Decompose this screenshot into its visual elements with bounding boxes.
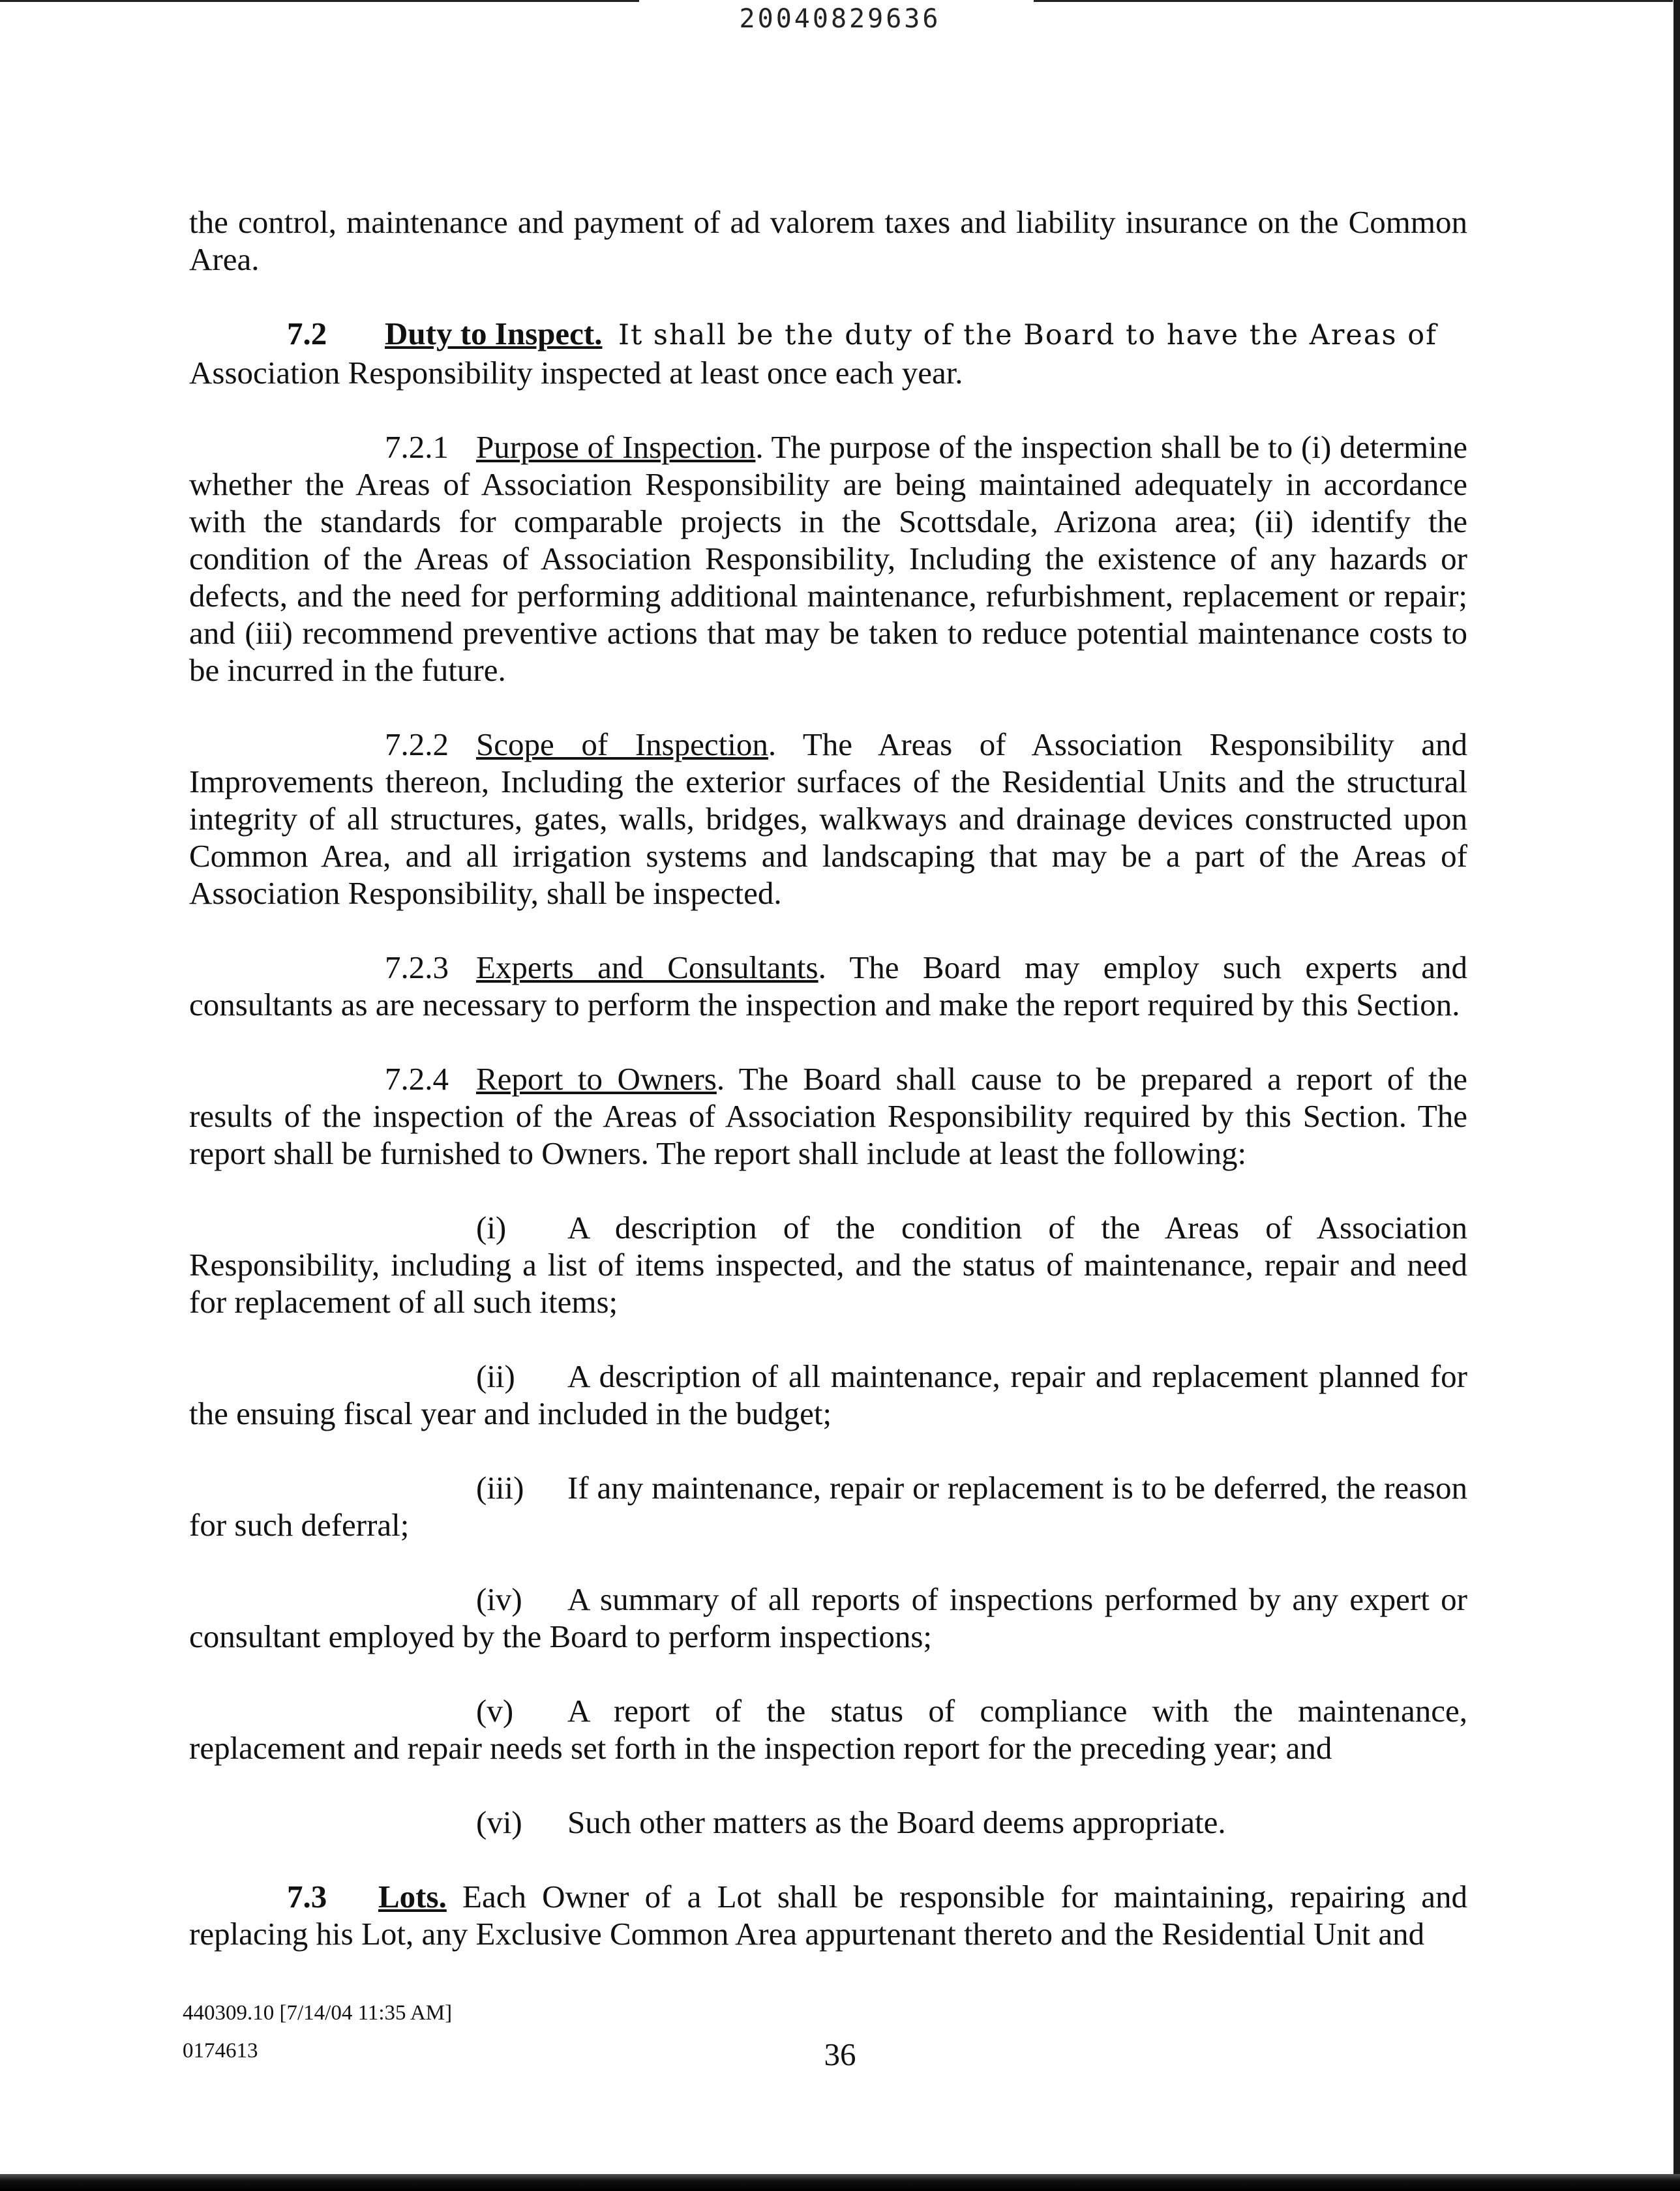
scan-top-rule-right: [1034, 0, 1673, 2]
section-text-continued: Association Responsibility inspected at least once each year.: [189, 355, 963, 391]
subsection-number: 7.2.3: [385, 949, 449, 985]
section-heading: Duty to Inspect.: [385, 316, 603, 351]
item-number: (i): [476, 1210, 507, 1245]
section-7-2-1: [189, 428, 1467, 689]
subsection-number: 7.2.1: [385, 429, 449, 465]
section-number: 7.3: [287, 1879, 327, 1915]
item-number: (v): [476, 1693, 514, 1729]
scan-edge-right: [1673, 0, 1680, 2191]
item-text: Such other matters as the Board deems appropriate.: [567, 1804, 1226, 1840]
subsection-text: . The Board shall cause to be prepared a report of the results of the inspection of the Areas of Association Responsibility required by this Section. The report shall be furnished to Owners. The report shall include at least the following:: [189, 1061, 1467, 1171]
subsection-text: . The Board may employ such experts and consultants as are necessary to perform the inspection and make the report required by this Section.: [189, 949, 1467, 1022]
section-7-2-4: [189, 1060, 1467, 1172]
item-text: A summary of all reports of inspections performed by any expert or consultant employed by the Board to perform inspections;: [189, 1581, 1467, 1654]
section-text: Each Owner of a Lot shall be responsible for maintaining, repairing and replacing his Lot, any Exclusive Common Area appurtenant thereto and the Residential Unit and: [189, 1879, 1467, 1952]
item-number: (iii): [476, 1470, 524, 1506]
document-number: 20040829636: [739, 4, 941, 34]
subsection-text: . The Areas of Association Responsibility and Improvements thereon, Including the exterior surfaces of the Residential Units and the structural integrity of all structures, gates, walls, bridges, walkways and drainage devices constructed upon Common Area, and all irrigation systems and landscaping that may be a part of the Areas of Association Responsibility, shall be inspected.: [189, 726, 1467, 911]
section-7-2-2: [189, 726, 1467, 912]
report-item-iv: [189, 1581, 1467, 1655]
item-text: A description of the condition of the Areas of Association Responsibility, including a list of items inspected, and the status of maintenance, repair and need for replacement of all such items;: [189, 1210, 1467, 1320]
item-number: (vi): [476, 1804, 522, 1840]
subsection-text: . The purpose of the inspection shall be to (i) determine whether the Areas of Association Responsibility are being maintained adequately in accordance with the standards for comparable projects in the Scottsdale, Arizona area; (ii) identify the condition of the Areas of Association Responsibility, Including the existence of any hazards or defects, and the need for performing additional maintenance, refurbishment, replacement or repair; and (iii) recommend preventive actions that may be taken to reduce potential maintenance costs to be incurred in the future.: [189, 429, 1467, 688]
item-number: (ii): [476, 1358, 515, 1394]
scan-top-rule-left: [0, 0, 639, 2]
subsection-heading: Experts and Consultants: [476, 949, 818, 985]
item-text: A description of all maintenance, repair and replacement planned for the ensuing fiscal year and included in the budget;: [189, 1358, 1467, 1431]
page-body: [189, 203, 1467, 1952]
subsection-number: 7.2.4: [385, 1061, 449, 1097]
report-item-iii: [189, 1469, 1467, 1543]
item-text: A report of the status of compliance with the maintenance, replacement and repair needs set forth in the inspection report for the preceding year; and: [189, 1693, 1467, 1766]
footer-doc-ref: 440309.10 [7/14/04 11:35 AM]: [183, 2001, 453, 2025]
page-number: 36: [824, 2036, 856, 2072]
subsection-heading: Report to Owners: [476, 1061, 717, 1097]
subsection-heading: Purpose of Inspection: [476, 429, 756, 465]
report-item-vi: [189, 1804, 1467, 1841]
subsection-number: 7.2.2: [385, 726, 449, 762]
section-text: It shall be the duty of the Board to have the Areas of: [618, 319, 1438, 351]
section-7-2: [189, 315, 1467, 391]
subsection-heading: Scope of Inspection: [476, 726, 768, 762]
item-text: If any maintenance, repair or replacement is to be deferred, the reason for such deferral;: [189, 1470, 1467, 1543]
section-number: 7.2: [287, 316, 327, 351]
scan-edge-bottom: [0, 2174, 1680, 2191]
item-number: (iv): [476, 1581, 522, 1617]
intro-paragraph: the control, maintenance and payment of ad valorem taxes and liability insurance on the Common Area.: [189, 204, 1467, 277]
report-item-ii: [189, 1358, 1467, 1432]
footer-client-ref: 0174613: [183, 2039, 258, 2063]
report-item-i: [189, 1209, 1467, 1320]
section-heading: Lots.: [378, 1879, 447, 1915]
section-7-2-3: [189, 949, 1467, 1023]
section-7-3: [189, 1878, 1467, 1952]
report-item-v: [189, 1692, 1467, 1766]
